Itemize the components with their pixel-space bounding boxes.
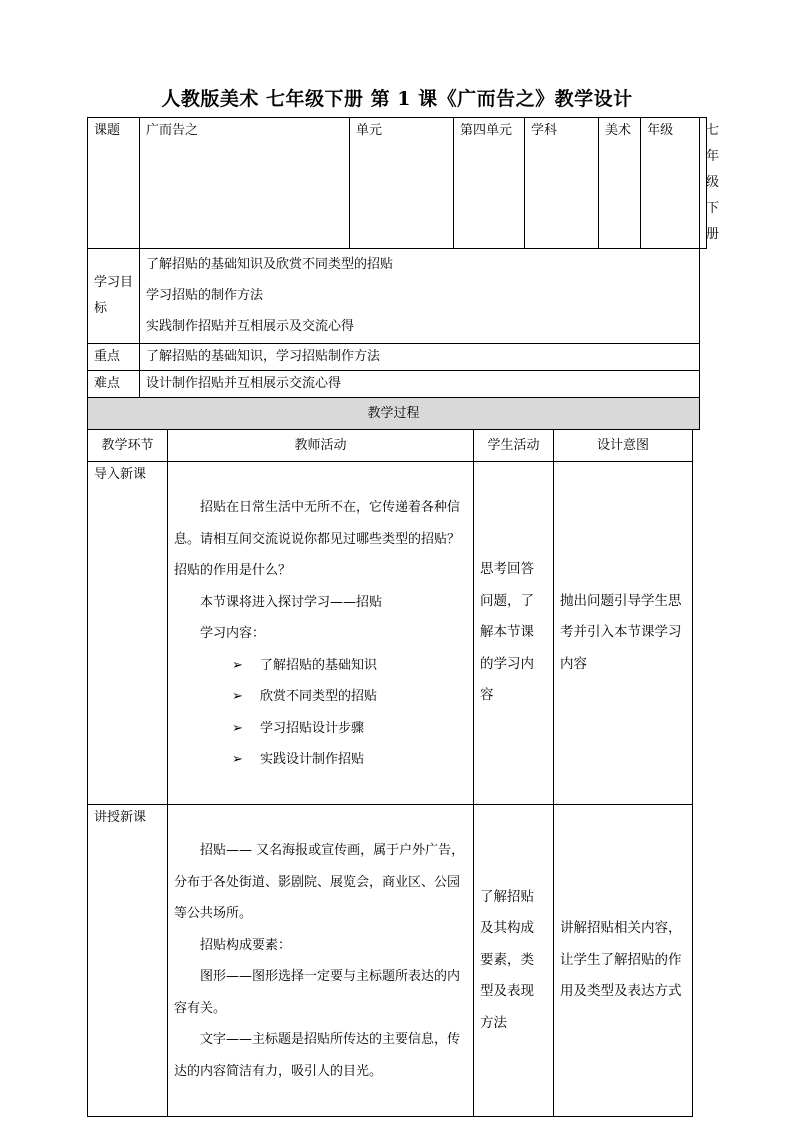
intro-student-activity: 思考回答问题，了解本节课的学习内容 — [474, 462, 554, 805]
list-item: ➢ 实践设计制作招贴 — [174, 744, 467, 776]
intro-design-intent: 抛出问题引导学生思考并引入本节课学习内容 — [554, 462, 693, 805]
arrow-bullet-icon: ➢ — [232, 752, 243, 767]
lecture-teacher-activity — [168, 805, 474, 1117]
subject-label: 学科 — [525, 118, 599, 249]
lecture-para: 招贴构成要素： — [200, 937, 292, 953]
intro-teacher-activity — [168, 462, 474, 805]
topic-value: 广而告之 — [140, 118, 350, 249]
key-points-label: 重点 — [88, 344, 140, 371]
goal-item: 实践制作招贴并互相展示及交流心得 — [146, 319, 355, 334]
list-item: ➢ 欣赏不同类型的招贴 — [174, 681, 467, 713]
difficult-points-label: 难点 — [88, 371, 140, 398]
intro-para: 招贴在日常生活中无所不在，它传递着各种信息。请相互间交流说说你都见过哪些类型的招贴？招贴的作用是什么？ — [174, 500, 461, 578]
arrow-bullet-icon: ➢ — [232, 689, 243, 704]
lesson-plan-table — [87, 117, 720, 1117]
goal-item: 学习招贴的制作方法 — [146, 288, 264, 303]
difficult-points-value: 设计制作招贴并互相展示交流心得 — [140, 371, 700, 398]
lecture-design-intent: 讲解招贴相关内容，让学生了解招贴的作用及类型及表达方式 — [554, 805, 693, 1117]
subject-value: 美术 — [599, 118, 641, 249]
arrow-bullet-icon: ➢ — [232, 720, 243, 736]
col-stage-header: 教学环节 — [88, 430, 168, 462]
col-teacher-header: 教师活动 — [168, 430, 474, 462]
key-points-value: 了解招贴的基础知识，学习招贴制作方法 — [140, 344, 700, 371]
unit-label: 单元 — [350, 118, 454, 249]
list-item: ➢ 了解招贴的基础知识 — [174, 650, 467, 682]
arrow-bullet-icon: ➢ — [232, 657, 243, 673]
lecture-para: 文字——主标题是招贴所传达的主要信息，传达的内容简洁有力，吸引人的目光。 — [174, 1032, 461, 1079]
page-title: 人教版美术 七年级下册 第 1 课《广而告之》教学设计 — [161, 88, 633, 110]
lecture-para: 招贴—— 又名海报或宣传画，属于户外广告，分布于各处街道、影剧院、展览会，商业区、公园等公共场所。 — [174, 843, 465, 921]
process-title: 教学过程 — [88, 398, 700, 430]
goal-item: 了解招贴的基础知识及欣赏不同类型的招贴 — [146, 257, 394, 272]
grade-value: 七年级下册 — [700, 118, 707, 249]
lecture-para: 图形——图形选择一定要与主标题所表达的内容有关。 — [174, 969, 461, 1016]
unit-value: 第四单元 — [454, 118, 525, 249]
lecture-student-activity: 了解招贴及其构成要素，类型及表现方法 — [474, 805, 554, 1117]
list-item: ➢ 学习招贴设计步骤 — [174, 713, 467, 745]
topic-label: 课题 — [88, 118, 140, 249]
intro-stage: 导入新课 — [88, 462, 168, 805]
intro-para: 本节课将进入探讨学习——招贴 — [200, 594, 383, 610]
col-student-header: 学生活动 — [474, 430, 554, 462]
intro-para: 学习内容： — [200, 626, 266, 641]
goals-list — [140, 249, 700, 344]
col-design-header: 设计意图 — [554, 430, 693, 462]
grade-label: 年级 — [641, 118, 700, 249]
goals-label: 学习目标 — [88, 249, 140, 344]
lecture-stage: 讲授新课 — [88, 805, 168, 1117]
